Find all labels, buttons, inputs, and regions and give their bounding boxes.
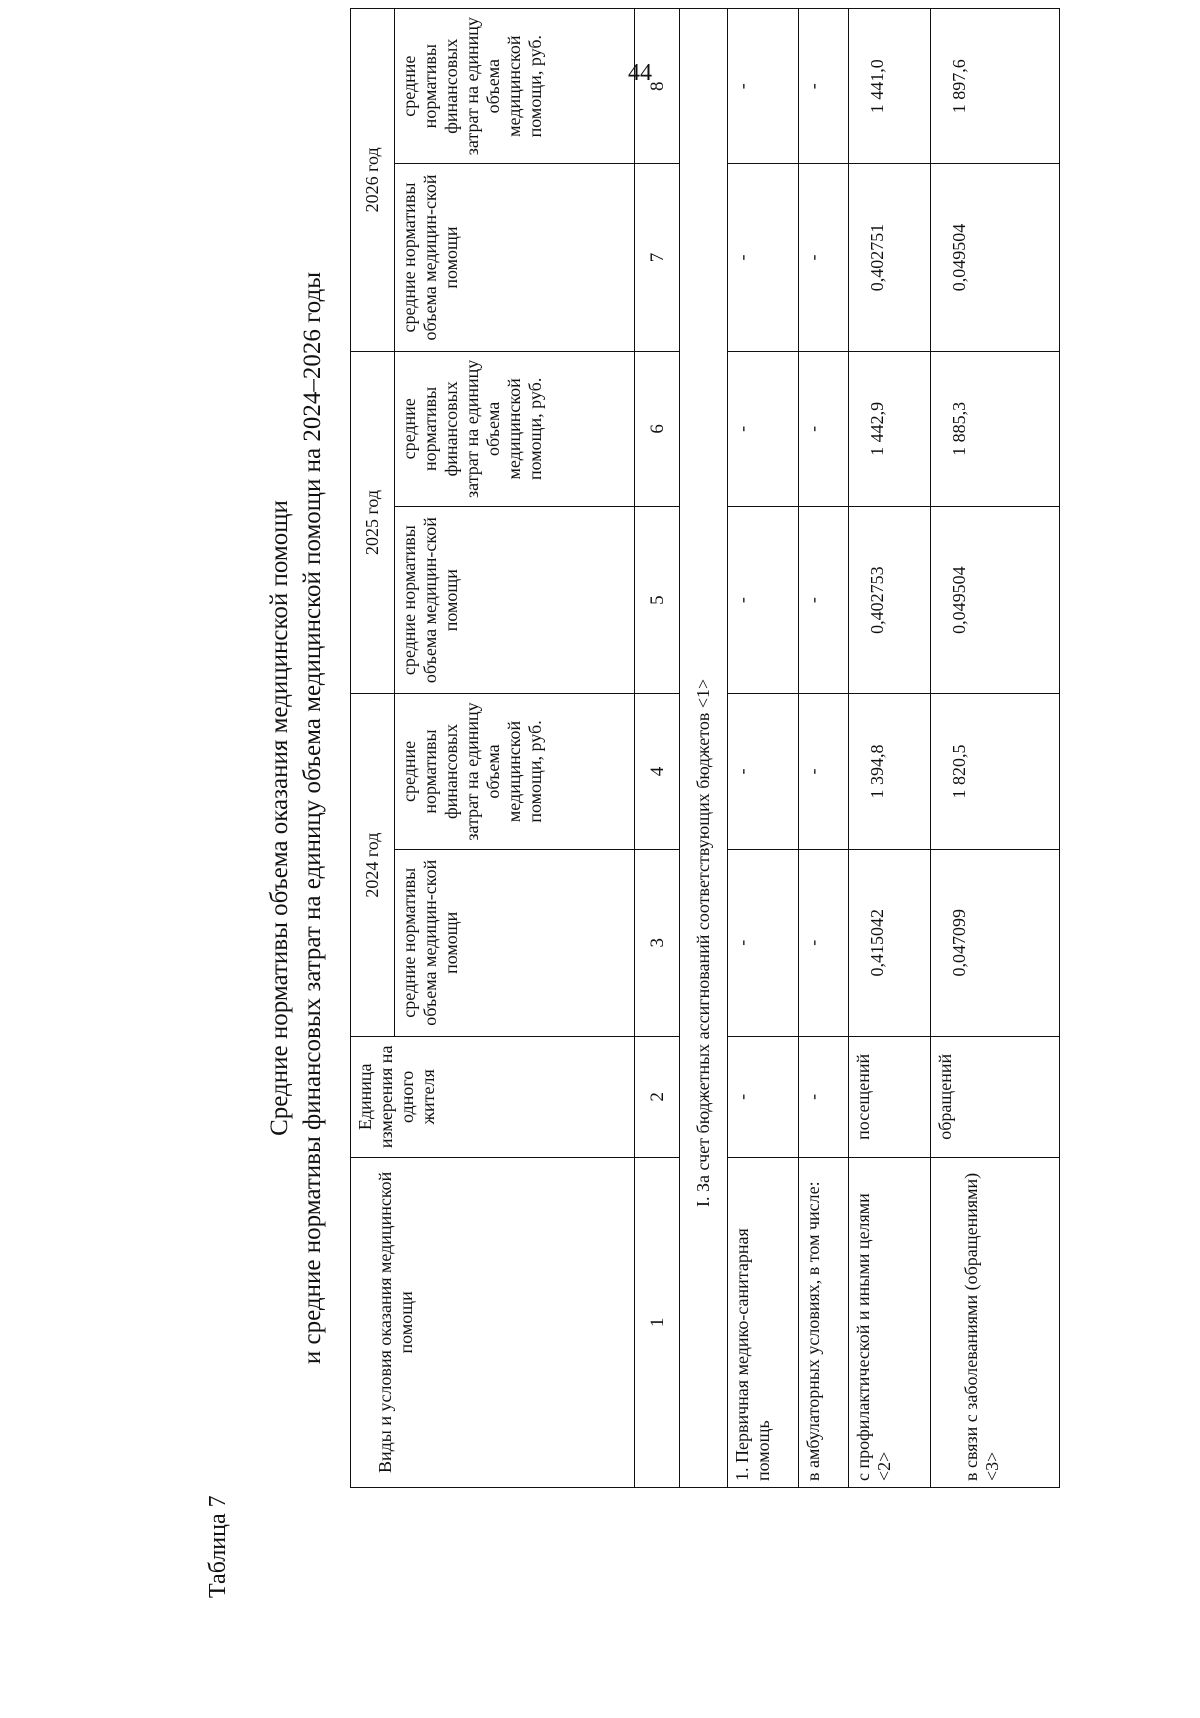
finance-2024-cell: - [728,694,799,849]
volume-2024-cell: 0,415042 [849,849,930,1036]
column-number: 1 [634,1157,680,1487]
row-label: 1. Первичная медико-санитарная помощь [728,1157,799,1487]
column-number: 7 [634,164,680,351]
finance-2026-cell: 1 441,0 [849,9,930,164]
table-row [728,9,799,1488]
header-volume-2024: средние нормативы объема медицин-ской помощи [394,849,634,1036]
unit-cell: - [799,1036,849,1157]
header-row-years [351,9,395,1488]
section-row [680,9,728,1488]
volume-2024-cell: 0,047099 [930,849,1059,1036]
header-finance-2024: средние нормативы финансовых затрат на единицу объема медицинской помощи, руб. [394,694,634,849]
table-row [930,9,1059,1488]
header-year-2024: 2024 год [351,694,395,1037]
header-volume-2025: средние нормативы объема медицин-ской помощи [394,506,634,693]
volume-2026-cell: - [728,164,799,351]
section-title: I. За счет бюджетных ассигнований соответствующих бюджетов <1> [680,9,728,1488]
header-year-2026: 2026 год [351,9,395,352]
column-number-row [634,9,680,1488]
volume-2025-cell: 0,049504 [930,506,1059,693]
normatives-table [350,8,1060,1488]
page-number: 44 [628,60,652,86]
unit-cell: посещений [849,1036,930,1157]
unit-cell: обращений [930,1036,1059,1157]
rotated-page-content [0,18,1120,1618]
finance-2024-cell: 1 820,5 [930,694,1059,849]
row-label: в амбулаторных условиях, в том числе: [799,1157,849,1487]
finance-2026-cell: - [728,9,799,164]
header-unit: Единица измерения на одного жителя [351,1036,635,1157]
column-number: 6 [634,351,680,506]
finance-2025-cell: - [799,351,849,506]
table-caption: Таблица 7 [205,1495,231,1598]
finance-2025-cell: - [728,351,799,506]
volume-2026-cell: - [799,164,849,351]
finance-2024-cell: - [799,694,849,849]
finance-2025-cell: 1 442,9 [849,351,930,506]
column-number: 3 [634,849,680,1036]
finance-2026-cell: 1 897,6 [930,9,1059,164]
finance-2026-cell: - [799,9,849,164]
unit-cell: - [728,1036,799,1157]
volume-2024-cell: - [728,849,799,1036]
header-year-2025: 2025 год [351,351,395,694]
table-title-line-1: Средние нормативы объема оказания медицинской помощи [266,500,293,1136]
column-number: 4 [634,694,680,849]
header-kind: Виды и условия оказания медицинской помощи [351,1157,635,1487]
column-number: 8 [634,9,680,164]
header-volume-2026: средние нормативы объема медицин-ской помощи [394,164,634,351]
volume-2024-cell: - [799,849,849,1036]
row-label: с профилактической и иными целями <2> [849,1157,930,1487]
column-number: 2 [634,1036,680,1157]
finance-2024-cell: 1 394,8 [849,694,930,849]
table-title-line-2: и средние нормативы финансовых затрат на единицу объема медицинской помощи на 2024–2026 годы [299,271,326,1365]
table-row [799,9,849,1488]
row-label: в связи с заболеваниями (обращениями) <3> [930,1157,1059,1487]
volume-2025-cell: - [799,506,849,693]
header-finance-2025: средние нормативы финансовых затрат на единицу объема медицинской помощи, руб. [394,351,634,506]
volume-2025-cell: - [728,506,799,693]
volume-2026-cell: 0,049504 [930,164,1059,351]
header-finance-2026: средние нормативы финансовых затрат на единицу объема медицинской помощи, руб. [394,9,634,164]
volume-2026-cell: 0,402751 [849,164,930,351]
volume-2025-cell: 0,402753 [849,506,930,693]
table-row [849,9,930,1488]
column-number: 5 [634,506,680,693]
finance-2025-cell: 1 885,3 [930,351,1059,506]
